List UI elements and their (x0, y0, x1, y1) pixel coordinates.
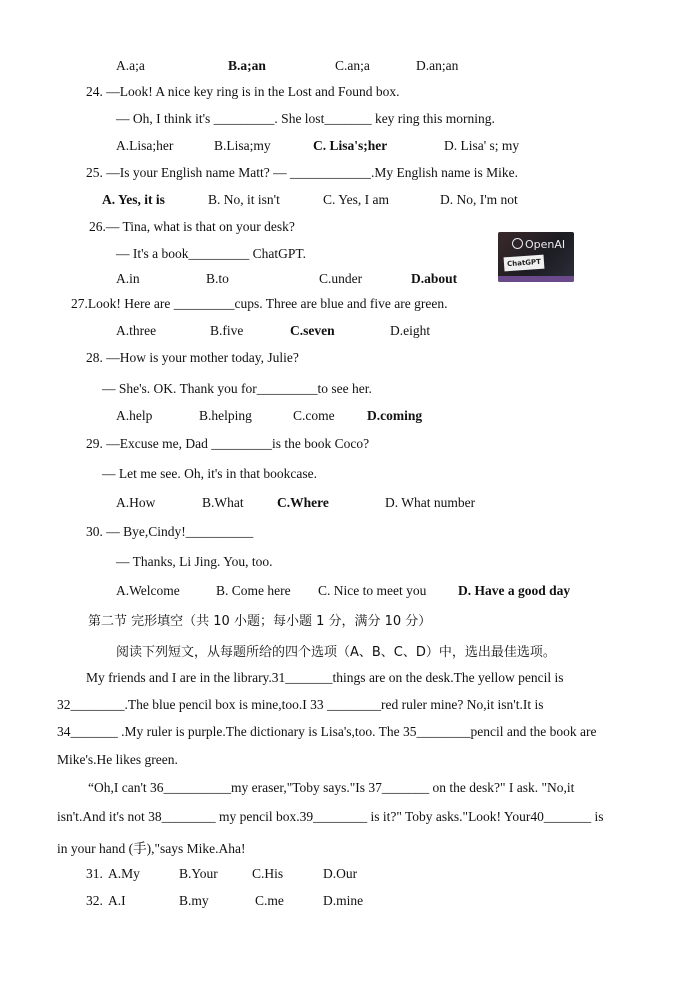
q31-number: 31. (86, 866, 103, 881)
q26-dialogue: — It's a book_________ ChatGPT. (116, 246, 307, 261)
q29-option-c: C.Where (277, 495, 329, 510)
q30-option-d: D. Have a good day (458, 583, 571, 598)
q24-dialogue: — Oh, I think it's _________. She lost_______ key ring this morning. (116, 111, 495, 126)
q27-option-b: B.five (210, 323, 244, 338)
q32-option-c: C.me (255, 893, 284, 908)
q30-question: 30. — Bye,Cindy!__________ (86, 524, 254, 539)
passage-line-6: isn't.And it's not 38________ my pencil box.39________ is it?" Toby asks."Look! Your40_______ is (57, 809, 604, 824)
q29-option-d: D. What number (385, 495, 476, 510)
passage-line-5: “Oh,I can't 36__________my eraser,"Toby says."Is 37_______ on the desk?" I ask. "No,it (88, 780, 575, 795)
q28-option-b: B.helping (199, 408, 252, 423)
q29-question: 29. —Excuse me, Dad _________is the book Coco? (86, 436, 370, 451)
chatgpt-photo (498, 232, 574, 282)
q30-dialogue: — Thanks, Li Jing. You, too. (116, 554, 273, 569)
q25-option-a: A. Yes, it is (102, 192, 165, 207)
passage-line-3: 34_______ .My ruler is purple.The dictionary is Lisa's,too. The 35________pencil and the book are (57, 724, 597, 739)
q24-option-a: A.Lisa;her (116, 138, 174, 153)
q26-option-a: A.in (116, 271, 140, 286)
q31-option-d: D.Our (323, 866, 358, 881)
passage-line-4: Mike's.He likes green. (57, 752, 178, 767)
q28-option-d: D.coming (367, 408, 423, 423)
q26-option-b: B.to (206, 271, 229, 286)
q30-option-a: A.Welcome (116, 583, 180, 598)
q32-option-b: B.my (179, 893, 209, 908)
q27-option-d: D.eight (390, 323, 431, 338)
q26-option-c: C.under (319, 271, 363, 286)
q28-option-c: C.come (293, 408, 335, 423)
q28-dialogue: — She's. OK. Thank you for_________to see her. (102, 381, 372, 396)
q25-option-d: D. No, I'm not (440, 192, 518, 207)
passage-line-1: My friends and I are in the library.31_______things are on the desk.The yellow pencil is (86, 670, 564, 685)
q32-number: 32. (86, 893, 103, 908)
q31-option-b: B.Your (179, 866, 218, 881)
q27-option-c: C.seven (290, 323, 335, 338)
q26-option-d: D.about (411, 271, 458, 286)
q26-question: 26.— Tina, what is that on your desk? (89, 219, 295, 234)
q31-option-a: A.My (108, 866, 140, 881)
openai-glyph-icon (512, 238, 523, 249)
openai-logo: OpenAI (512, 238, 565, 251)
q29-dialogue: — Let me see. Oh, it's in that bookcase. (102, 466, 318, 481)
q32-option-d: D.mine (323, 893, 364, 908)
q24-option-d: D. Lisa' s; my (444, 138, 520, 153)
q27-option-a: A.three (116, 323, 157, 338)
q25-question: 25. —Is your English name Matt? — ____________.My English name is Mike. (86, 165, 518, 180)
section2-title: 第二节 完形填空（共 10 小题；每小题 1 分，满分 10 分） (88, 614, 432, 629)
q29-option-b: B.What (202, 495, 244, 510)
passage-line-7: in your hand (手),"says Mike.Aha! (57, 841, 246, 856)
passage-line-2: 32________.The blue pencil box is mine,too.I 33 ________red ruler mine? No,it isn't.It is (57, 697, 544, 712)
q23-option-c: C.an;a (335, 58, 370, 73)
q24-question: 24. —Look! A nice key ring is in the Lost and Found box. (86, 84, 400, 99)
section2-instruction: 阅读下列短文，从每题所给的四个选项（A、B、C、D）中，选出最佳选项。 (116, 645, 556, 660)
chatgpt-card: ChatGPT (504, 255, 545, 272)
q31-option-c: C.His (252, 866, 284, 881)
q32-option-a: A.I (108, 893, 126, 908)
q29-option-a: A.How (116, 495, 156, 510)
q27-question: 27.Look! Here are _________cups. Three are blue and five are green. (71, 296, 448, 311)
q28-question: 28. —How is your mother today, Julie? (86, 350, 299, 365)
q25-option-b: B. No, it isn't (208, 192, 280, 207)
q25-option-c: C. Yes, I am (323, 192, 390, 207)
q23-option-b: B.a;an (228, 58, 266, 73)
q23-option-d: D.an;an (416, 58, 459, 73)
q30-option-b: B. Come here (216, 583, 291, 598)
q24-option-b: B.Lisa;my (214, 138, 271, 153)
q28-option-a: A.help (116, 408, 153, 423)
q23-option-a: A.a;a (116, 58, 145, 73)
q30-option-c: C. Nice to meet you (318, 583, 427, 598)
q24-option-c: C. Lisa's;her (313, 138, 388, 153)
photo-bottom-strip (498, 276, 574, 282)
